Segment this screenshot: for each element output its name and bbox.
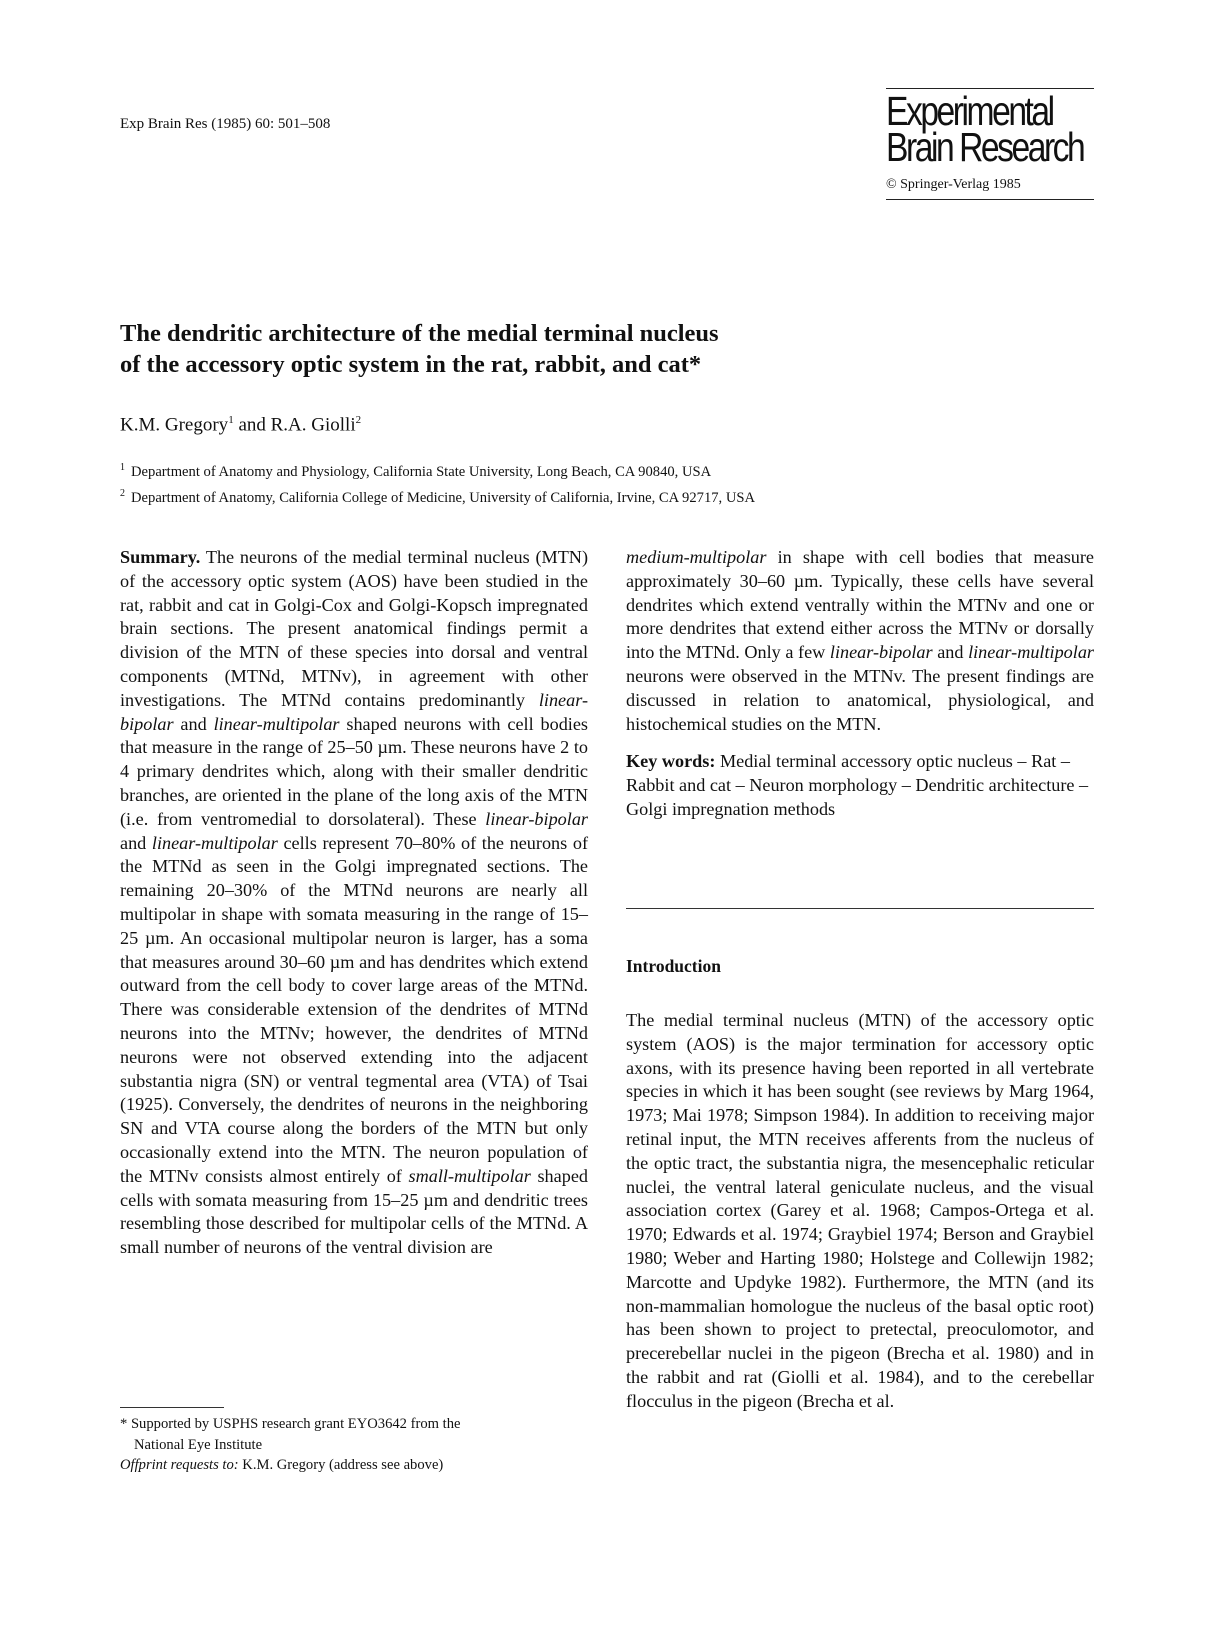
summary-paragraph	[120, 546, 588, 1260]
affiliation-text: Department of Anatomy, California College of Medicine, University of California, Irvine, CA 92717, USA	[131, 489, 756, 506]
summary-text: cells represent 70–80% of the neurons of the MTNd as seen in the Golgi impregnated sections. The remaining 20–30% of the MTNd neurons are nearly all multipolar in shape with somata measuring in the range of 15–25 µm. An occasional multipolar neuron is larger, has a soma that measures around 30–60 µm and has dendrites which extend outward from the cell body to cover large areas of the MTNd. There was considerable extension of the dendrites of MTNd neurons into the MTNv; however, the dendrites of MTNd neurons were not observed extending into the adjacent substantia nigra (SN) or ventral tegmental area (VTA) of Tsai (1925). Conversely, the dendrites of neurons in the neighboring SN and VTA course along the borders of the MTN but only occasionally extend into the MTN. The neuron population of the MTNv consists almost entirely of	[120, 832, 588, 1186]
introduction-paragraph: The medial terminal nucleus (MTN) of the accessory optic system (AOS) is the major termination for accessory optic axons, with its presence having been reported in all vertebrate species in which it has been sought (see reviews by Marg 1964, 1973; Mai 1978; Simpson 1984). In addition to receiving major retinal input, the MTN receives afferents from the nucleus of the optic tract, the substantia nigra, the mesencephalic reticular nuclei, the ventral lateral geniculate nucleus, and the visual association cortex (Garey et al. 1968; Campos-Ortega et al. 1970; Edwards et al. 1974; Graybiel 1974; Berson and Graybiel 1980; Weber and Harting 1980; Holstege and Collewijn 1982; Marcotte and Updyke 1982). Furthermore, the MTN (and its non-mammalian homologue the nucleus of the basal optic root) has been shown to project to pretectal, preoculomotor, and precerebellar nuclei in the pigeon (Brecha et al. 1980) and in the rabbit and rat (Giolli et al. 1984), and to the cerebellar flocculus in the pigeon (Brecha et al.	[626, 1010, 1094, 1411]
journal-masthead	[886, 88, 1094, 200]
title-line: of the accessory optic system in the rat, rabbit, and cat*	[120, 351, 702, 378]
keywords-text: Medial terminal accessory optic nucleus – Rat – Rabbit and cat – Neuron morphology – Dendritic architecture – Golgi impregnation methods	[626, 751, 1089, 819]
author-name: K.M. Gregory	[120, 414, 229, 436]
section-divider	[626, 908, 1094, 909]
summary-text: and	[120, 832, 152, 853]
author-join: and	[233, 414, 271, 436]
journal-logo-line1: Experimental	[886, 88, 1053, 134]
journal-logo-line2: Brain Research	[886, 124, 1084, 170]
summary-term: linear-multipolar	[151, 832, 278, 853]
summary-label: Summary.	[120, 547, 201, 567]
keywords-label: Key words:	[626, 751, 716, 772]
journal-logo	[886, 88, 1084, 170]
summary-term: linear-multipolar	[968, 642, 1094, 663]
summary-text: shaped neurons with cell bodies that measure in the range of 25–50 µm. These neurons have 2 to 4 primary dendrites which, along with their smaller dendritic branches, are oriented in the plane of the long axis of the MTN (i.e. from ventromedial to dorsolateral). These	[120, 713, 588, 829]
summary-term: medium-multipolar	[626, 547, 767, 567]
title-line: The dendritic architecture of the medial terminal nucleus	[120, 320, 719, 347]
section-heading-introduction: Introduction	[626, 956, 721, 976]
affiliation-number: 1	[120, 462, 125, 473]
column-right	[626, 546, 1094, 822]
affiliation	[120, 483, 755, 509]
keywords	[626, 750, 1094, 821]
summary-text: The neurons of the medial terminal nucleus (MTN) of the accessory optic system (AOS) have been studied in the rat, rabbit and cat in Golgi-Cox and Golgi-Kopsch impregnated brain sections. The present anatomical findings permit a division of the MTN of these species into dorsal and ventral components (MTNd, MTNv), in agreement with other investigations. The MTNd contains predominantly	[120, 547, 588, 710]
author-list	[120, 414, 361, 436]
author-name: R.A. Giolli	[270, 414, 356, 436]
summary-text: and	[932, 642, 969, 663]
footnotes	[120, 1414, 588, 1476]
summary-term: linear-bipolar	[120, 689, 588, 734]
summary-term: small-multipolar	[408, 1165, 531, 1186]
masthead-bottom-rule	[886, 199, 1094, 200]
offprint-text: K.M. Gregory (address see above)	[238, 1457, 444, 1473]
affiliations	[120, 457, 755, 509]
copyright-notice: © Springer-Verlag 1985	[886, 177, 1021, 192]
summary-continuation	[626, 546, 1094, 736]
article-title	[120, 318, 1020, 380]
summary-text: shaped cells with somata measuring from 15–25 µm and dendritic trees resembling those described for multipolar cells of the MTNd. A small number of neurons of the ventral division are	[120, 1165, 588, 1258]
summary-term: linear-multipolar	[213, 713, 340, 734]
footnote-funding: * Supported by USPHS research grant EYO3642 from the	[120, 1416, 461, 1432]
affiliation-number: 2	[120, 487, 125, 499]
footnote-funding-cont: National Eye Institute	[134, 1436, 263, 1453]
author-affil-mark: 2	[355, 414, 362, 426]
summary-term: linear-bipolar	[829, 642, 933, 663]
affiliation	[120, 457, 755, 483]
column-left	[120, 546, 588, 1260]
author-affil-mark: 1	[228, 414, 234, 426]
footnote-rule	[120, 1407, 224, 1408]
summary-text: neurons were observed in the MTNv. The present findings are discussed in relation to anatomical, physiological, and histochemical studies on the MTN.	[626, 665, 1094, 734]
footnote-offprint	[120, 1455, 588, 1476]
journal-citation: Exp Brain Res (1985) 60: 501–508	[120, 116, 331, 132]
summary-text: in shape with cell bodies that measure approximately 30–60 µm. Typically, these cells have several dendrites which extend ventrally within the MTNv and one or more dendrites that extend either across the MTNv or dorsally into the MTNd. Only a few	[626, 547, 1094, 663]
summary-text: and	[173, 713, 214, 734]
affiliation-text: Department of Anatomy and Physiology, California State University, Long Beach, CA 90840, USA	[131, 463, 712, 480]
summary-term: linear-bipolar	[485, 808, 588, 829]
offprint-label: Offprint requests to:	[120, 1457, 239, 1473]
